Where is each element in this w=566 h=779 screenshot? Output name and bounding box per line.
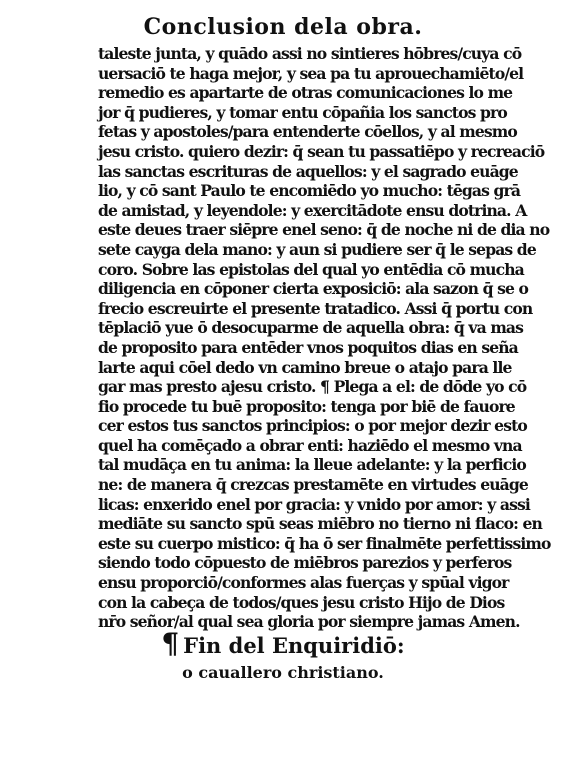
text-line: tēplaciō yue ō desocuparme de aquella obra: q̄ va mas xyxy=(98,318,524,338)
text-line: este su cuerpo mistico: q̄ ha ō ser finalmēte perfettissimo xyxy=(98,533,551,553)
text-line: mediāte su sancto spū seas miēbro no tierno ni flaco: en xyxy=(98,514,542,534)
text-line: fio procede tu buē proposito: tenga por biē de fauore xyxy=(98,396,515,416)
text-line: siendo todo cōpuesto de miēbros parezios y perferos xyxy=(98,553,512,573)
text-line: nr̄o señor/al qual sea gloria por siempre jamas Amen. xyxy=(98,612,520,632)
page-title: Conclusion dela obra. xyxy=(143,14,423,40)
text-line: remedio es apartarte de otras comunicaciones lo me xyxy=(98,83,513,103)
text-line: licas: enxerido enel por gracia: y vnido por amor: y assi xyxy=(98,494,530,514)
text-line: sete cayga dela mano: y aun si pudiere ser q̄ le sepas de xyxy=(98,239,536,259)
text-line: frecio escreuirte el presente tratadico. Assi q̄ portu con xyxy=(98,298,533,318)
colophon-subtitle: o cauallero christiano. xyxy=(182,663,384,682)
text-line: jor q̄ pudieres, y tomar entu cōpañia los sanctos pro xyxy=(98,102,507,122)
text-line: cer estos tus sanctos principios: o por mejor dezir esto xyxy=(98,416,527,436)
text-line: de amistad, y leyendole: y exercitādote ensu dotrina. A xyxy=(98,200,527,220)
text-line: lio, y cō sant Paulo te encomiēdo yo mucho: tēgas grā xyxy=(98,181,521,201)
text-line: fetas y apostoles/para entenderte cōellos, y al mesmo xyxy=(98,122,517,142)
text-line: taleste junta, y quādo assi no sintieres hōbres/cuya cō xyxy=(98,44,522,63)
text-line: gar mas presto ajesu cristo. ¶ Plega a el: de dōde yo cō xyxy=(98,377,527,397)
body-text xyxy=(98,44,551,632)
text-line: tal mudāça en tu anima: la lleue adelante: y la perficio xyxy=(98,455,526,475)
text-line: ensu proporciō/conformes alas fuerças y spūal vigor xyxy=(98,573,509,593)
pilcrow-icon: ¶ xyxy=(161,627,180,660)
text-line: las sanctas escrituras de aquellos: y el sagrado euāge xyxy=(98,161,518,181)
text-line: este deues traer siēpre enel seno: q̄ de noche ni de dia no xyxy=(98,220,550,240)
text-line: de proposito para entēder vnos poquitos dias en seña xyxy=(98,337,518,357)
text-line: larte aqui cōel dedo vn camino breue o atajo para lle xyxy=(98,357,512,377)
colophon-title: Fin del Enquiridiō: xyxy=(183,633,405,658)
text-line: con la cabeça de todos/ques jesu cristo Hijo de Dios xyxy=(98,592,505,612)
text-line: ne: de manera q̄ crezcas prestamēte en virtudes euāge xyxy=(98,475,528,495)
text-line: uersaciō te haga mejor, y sea pa tu aprouechamiēto/el xyxy=(98,63,524,83)
text-line: jesu cristo. quiero dezir: q̄ sean tu passatiēpo y recreaciō xyxy=(98,141,545,161)
colophon-end-line xyxy=(0,627,566,660)
text-line: diligencia en cōponer cierta exposiciō: ala sazon q̄ se o xyxy=(98,279,529,299)
text-line: quel ha comēçado a obrar enti: haziēdo el mesmo vna xyxy=(98,435,522,455)
text-line: coro. Sobre las epistolas del qual yo entēdia cō mucha xyxy=(98,259,524,279)
